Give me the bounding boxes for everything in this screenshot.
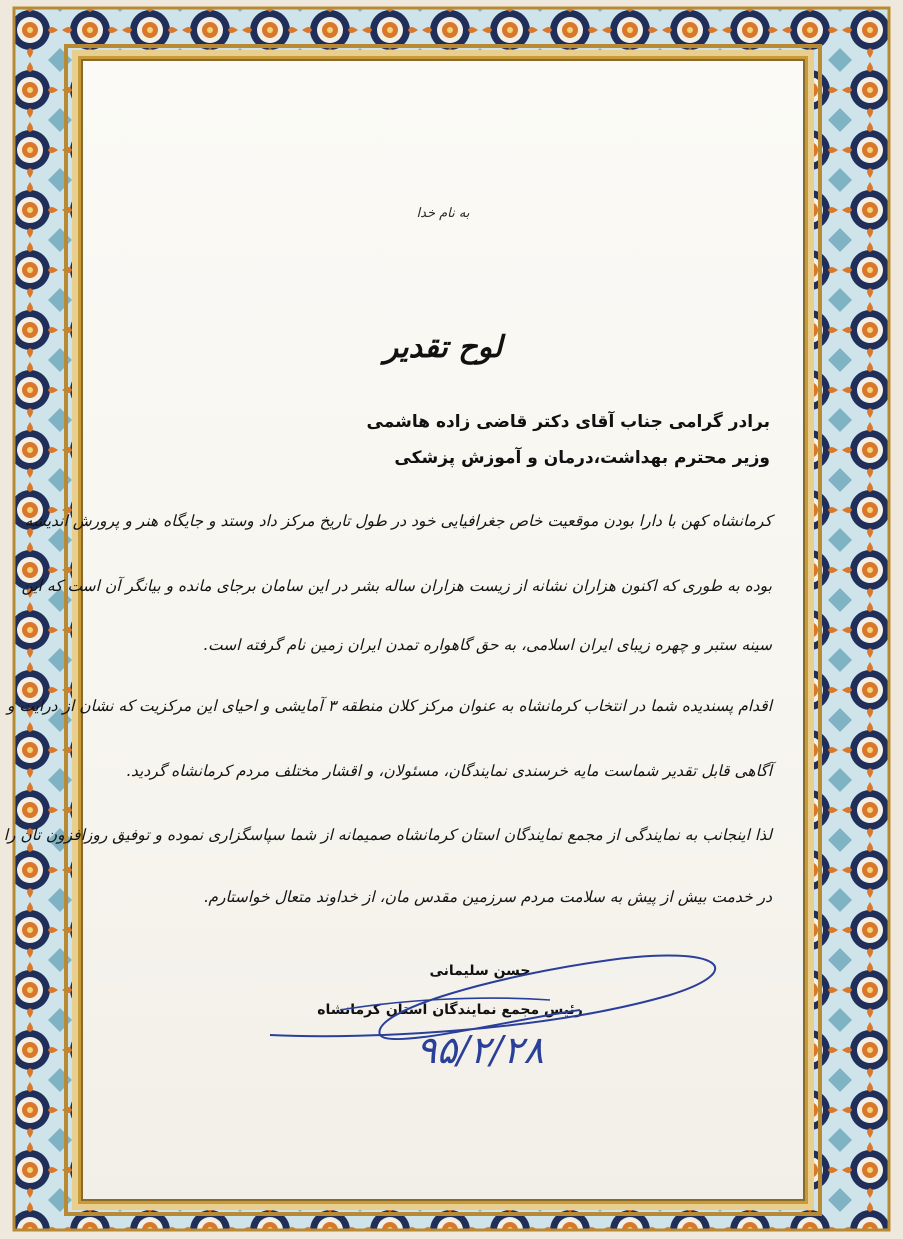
- body-line: لذا اینجانب به نمایندگی از مجمع نمایندگان استان کرمانشاه صمیمانه از شما سپاسگزاری نموده و توفیق روزافزون تان را: [3, 826, 772, 844]
- body-line: کرمانشاه کهن با دارا بودن موقعیت خاص جغرافیایی خود در طول تاریخ مرکز داد وستد و جایگاه هنر و پرورش اندیشه: [24, 512, 772, 530]
- signatory-name: حسن سلیمانی: [429, 963, 531, 979]
- recipient-name: برادر گرامی جناب آقای دکتر قاضی زاده هاشمی: [366, 412, 770, 432]
- body-line: بوده به طوری که اکنون هزاران نشانه از زیست هزاران ساله بشر در این سامان برجای مانده و بیانگر آن است که این: [21, 577, 772, 595]
- signatory-title: رئیس مجمع نمایندگان استان کرمانشاه: [317, 1002, 583, 1018]
- body-line: آگاهی قابل تقدیر شماست مایه خرسندی نمایندگان، مسئولان، و اقشار مختلف مردم کرمانشاه گردید.: [125, 762, 772, 780]
- body-line: سینه ستبر و چهره زیبای ایران اسلامی، به حق گاهواره تمدن ایران زمین نام گرفته است.: [203, 636, 772, 654]
- recipient-position: وزیر محترم بهداشت،درمان و آموزش پزشکی: [394, 448, 770, 468]
- body-line: در خدمت بیش از پیش به سلامت مردم سرزمین مقدس مان، از خداوند متعال خواستارم.: [203, 888, 772, 906]
- handwritten-date: ۹۵/۲/۲۸: [416, 1028, 544, 1072]
- certificate-title: لوح تقدیر: [383, 330, 503, 365]
- basmala-heading: به نام خدا: [416, 206, 470, 221]
- body-line: اقدام پسندیده شما در انتخاب کرمانشاه به عنوان مرکز کلان منطقه ۳ آمایشی و احیای این مرکزیت که نشان از درایت و: [6, 697, 772, 715]
